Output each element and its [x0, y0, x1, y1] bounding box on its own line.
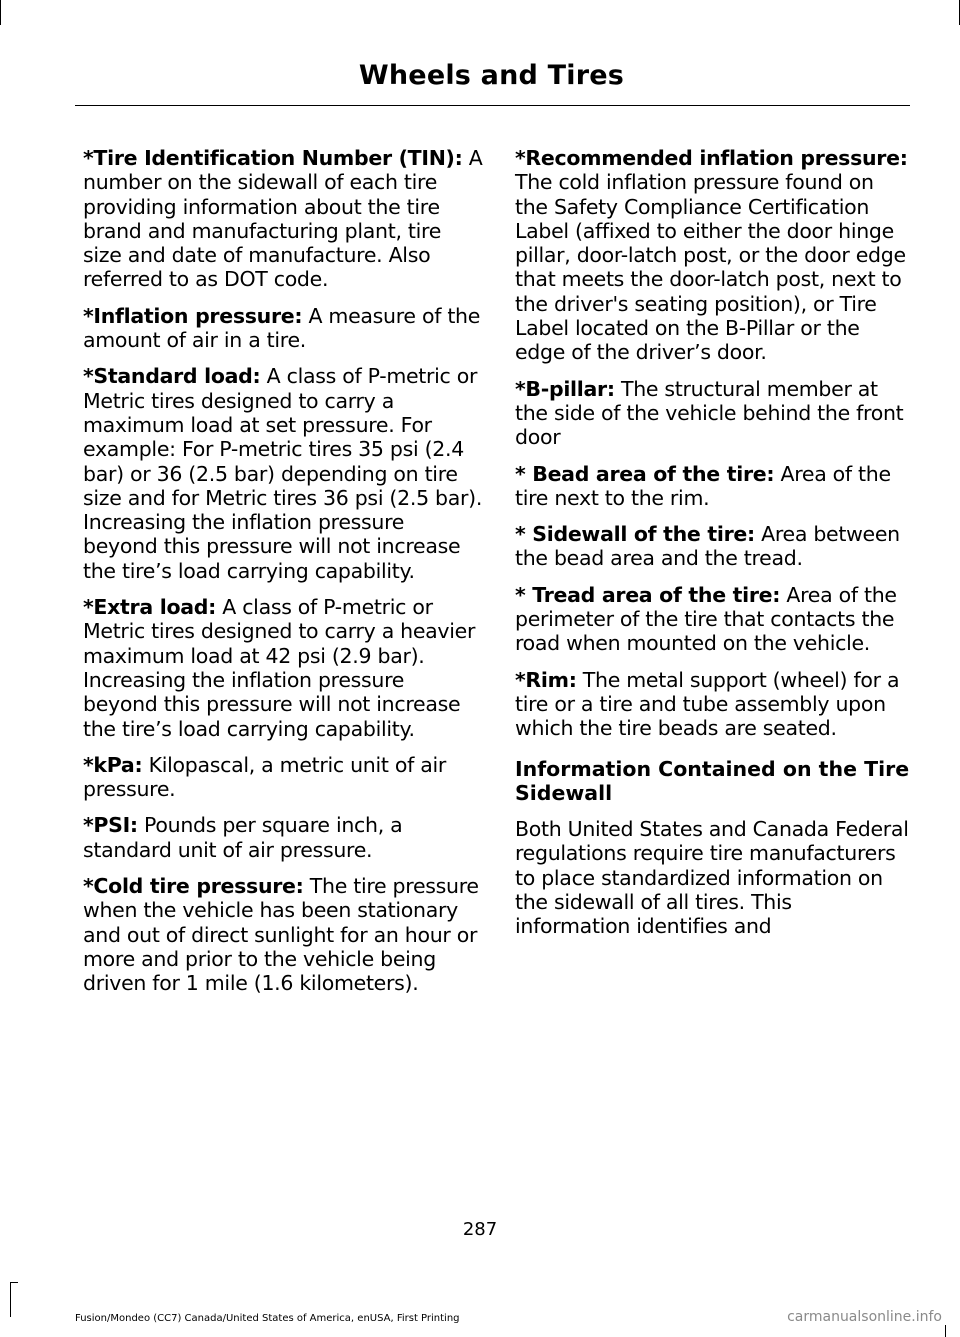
definition-term: *B-pillar:	[515, 376, 615, 401]
header-rule	[75, 105, 910, 106]
definition-text: A class of P-metric or Metric tires designed to carry a maximum load at set pressure. For example: For P-metric tires 35 psi (2.4 bar) or 36 (2.5 bar) depending on tire size and for Metric tires 36 psi (2.5 bar). Increasing the inflation pressure beyond this pressure will not increase the tire’s load carrying capability.	[83, 364, 483, 583]
definition-term: *Standard load:	[83, 364, 261, 389]
definition-kpa	[83, 753, 483, 802]
definition-term: * Tread area of the tire:	[515, 582, 781, 607]
definition-text: The tire pressure when the vehicle has been stationary and out of direct sunlight for an hour or more and prior to the vehicle being driven for 1 mile (1.6 kilometers).	[83, 874, 479, 996]
definition-text: A measure of the amount of air in a tire.	[83, 303, 481, 353]
definition-extra-load	[83, 595, 483, 741]
definition-recommended-inflation-pressure	[515, 146, 910, 365]
section-body: Both United States and Canada Federal regulations require tire manufacturers to place standardized information on the sidewall of all tires. This information identifies and	[515, 817, 909, 939]
definition-term: * Sidewall of the tire:	[515, 522, 755, 547]
definition-cold-tire-pressure	[83, 874, 483, 995]
watermark-text: carmanualsonline.info	[787, 1309, 942, 1325]
definition-term: *Tire Identification Number (TIN):	[83, 146, 463, 170]
definition-term: *PSI:	[83, 813, 138, 838]
definition-term: *Inflation pressure:	[83, 303, 303, 328]
definition-inflation-pressure	[83, 304, 483, 353]
definition-term: *Rim:	[515, 667, 577, 692]
definition-psi	[83, 813, 483, 862]
footer-edition-text: Fusion/Mondeo (CC7) Canada/United States of America, enUSA, First Printing	[75, 1313, 460, 1324]
page-number: 287	[462, 1219, 498, 1240]
definition-term: *kPa:	[83, 752, 143, 777]
left-column	[83, 146, 483, 1008]
definition-text: The structural member at the side of the vehicle behind the front door	[515, 376, 904, 450]
definition-term: *Cold tire pressure:	[83, 874, 304, 899]
definition-term: *Extra load:	[83, 595, 217, 620]
crop-mark-bottom-right	[945, 1325, 946, 1337]
definition-text: Area between the bead area and the tread.	[515, 522, 900, 571]
definition-term: * Bead area of the tire:	[515, 461, 775, 486]
definition-text: Area of the perimeter of the tire that contacts the road when mounted on the vehicle.	[515, 582, 897, 656]
definition-text: Kilopascal, a metric unit of air pressure.	[83, 752, 446, 802]
definition-text: A number on the sidewall of each tire providing information about the tire brand and manufacturing plant, tire size and date of manufacture. Also referred to as DOT code.	[83, 146, 483, 292]
right-column	[515, 146, 910, 951]
definition-sidewall	[515, 522, 910, 571]
definition-bead-area	[515, 462, 910, 511]
section-heading: Information Contained on the Tire Sidewall	[515, 756, 910, 805]
definition-text: A class of P-metric or Metric tires designed to carry a heavier maximum load at 42 psi (2.9 bar). Increasing the inflation pressure beyond this pressure will not increase the tire’s load carrying capability.	[83, 595, 476, 741]
definition-text: Pounds per square inch, a standard unit of air pressure.	[83, 813, 403, 862]
definition-text: The cold inflation pressure found on the Safety Compliance Certification Label (affixed to either the door hinge pillar, door-latch post, or the door edge that meets the door-latch post, next to the driver's seating position), or Tire Label located on the B-Pillar or the edge of the driver’s door.	[515, 170, 906, 365]
page-header-title: Wheels and Tires	[358, 60, 624, 91]
definition-standard-load	[83, 364, 483, 583]
crop-mark-bottom-left-h	[10, 1282, 18, 1283]
definition-rim	[515, 668, 910, 741]
definition-text: The metal support (wheel) for a tire or a tire and tube assembly upon which the tire beads are seated.	[515, 667, 900, 741]
definition-text: Area of the tire next to the rim.	[515, 461, 891, 510]
definition-term: *Recommended inflation pressure:	[515, 146, 908, 170]
definition-tread-area	[515, 583, 910, 656]
definition-tin	[83, 146, 483, 292]
crop-mark-bottom-left	[10, 1282, 11, 1317]
crop-mark-top-left	[0, 0, 1, 25]
definition-b-pillar	[515, 377, 910, 450]
